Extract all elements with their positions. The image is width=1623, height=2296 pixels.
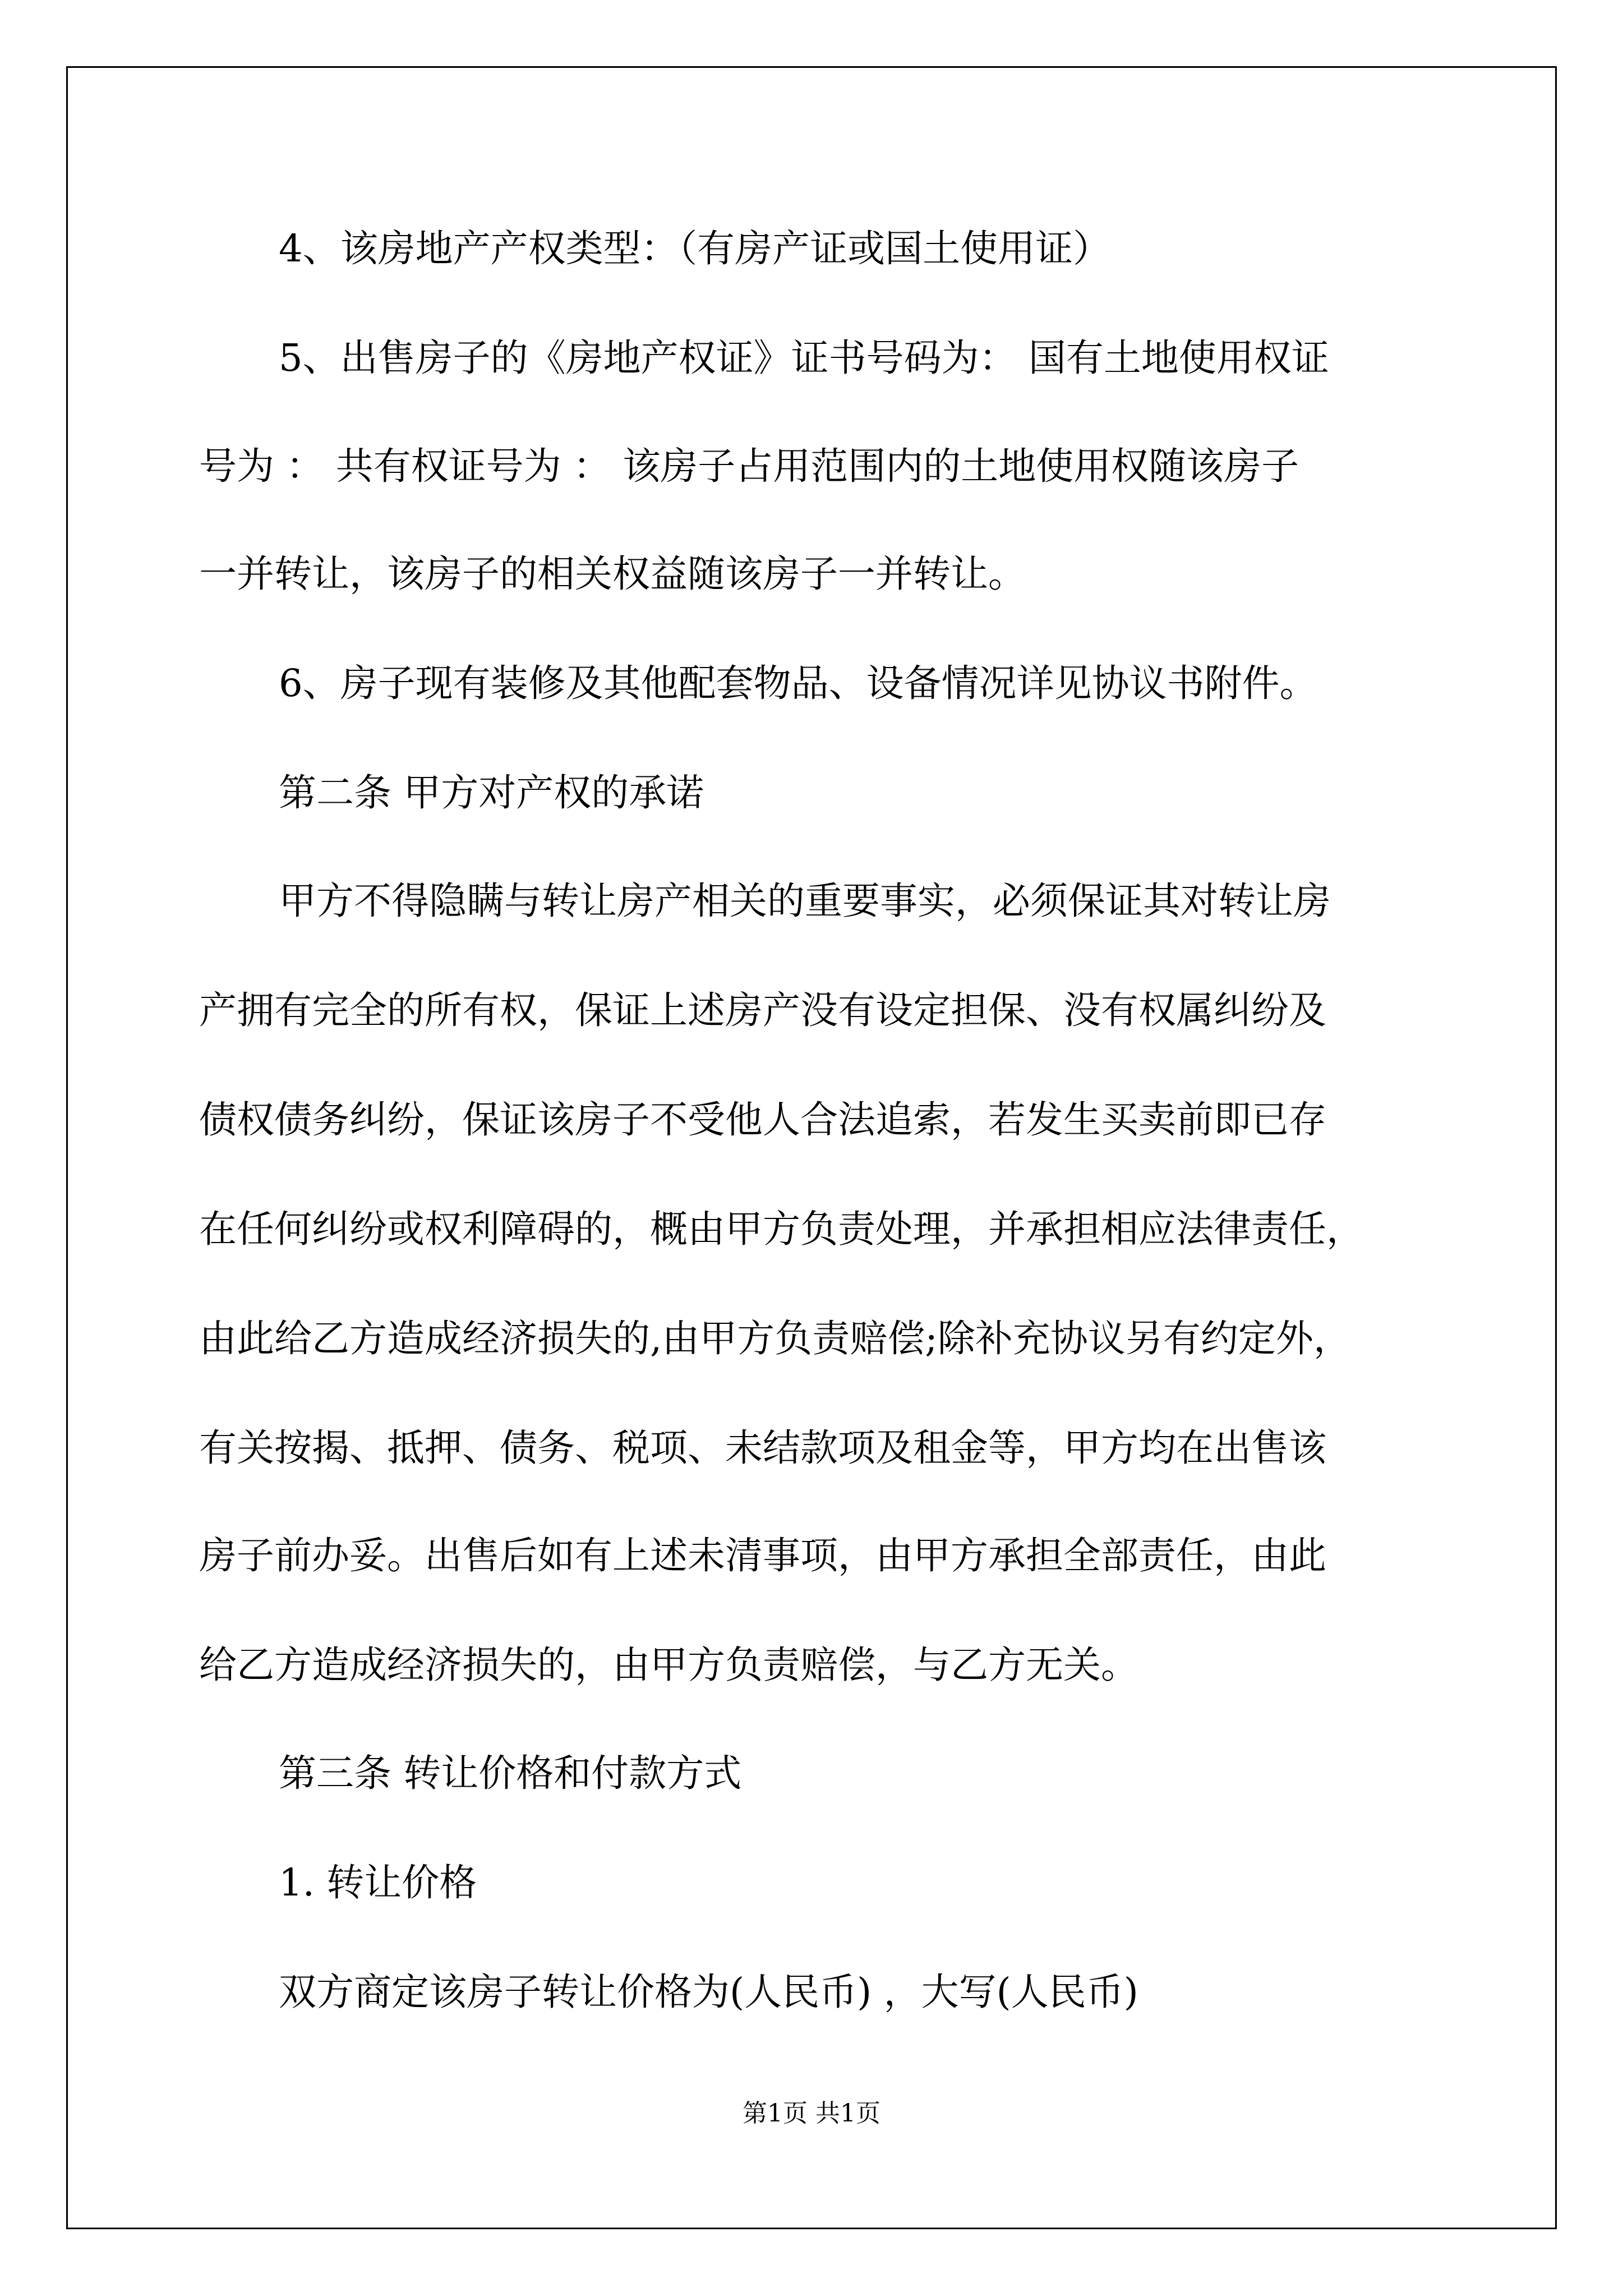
- paragraph-line: 双方商定该房子转让价格为(人民币) ，大写(人民币): [279, 1970, 1138, 2014]
- page-border: [66, 66, 1557, 2229]
- paragraph-line: 甲方不得隐瞒与转让房产相关的重要事实，必须保证其对转让房: [279, 879, 1331, 923]
- section-heading: 第二条 甲方对产权的承诺: [279, 771, 704, 815]
- paragraph-line: 给乙方造成经济损失的，由甲方负责赔偿，与乙方无关。: [199, 1643, 1138, 1687]
- paragraph-line: 产拥有完全的所有权，保证上述房产没有设定担保、没有权属纠纷及: [199, 988, 1326, 1032]
- paragraph-line: 由此给乙方造成经济损失的,由甲方负责赔偿;除补充协议另有约定外，: [199, 1317, 1351, 1360]
- paragraph-line: 房子前办妥。出售后如有上述未清事项，由甲方承担全部责任，由此: [199, 1534, 1326, 1577]
- page-footer: 第1页 共1页: [743, 2099, 880, 2128]
- paragraph-line: 在任何纠纷或权利障碍的，概由甲方负责处理，并承担相应法律责任，: [199, 1207, 1364, 1251]
- paragraph-line: 号为 ： 共有权证号为 ： 该房子占用范围内的土地使用权随该房子: [199, 444, 1299, 488]
- subsection-heading: 1. 转让价格: [279, 1861, 477, 1904]
- paragraph-line: 6、房子现有装修及其他配套物品、设备情况详见协议书附件。: [279, 661, 1317, 705]
- paragraph-line: 有关按揭、抵押、债务、税项、未结款项及租金等，甲方均在出售该: [199, 1426, 1326, 1470]
- paragraph-line: 5、出售房子的《房地产权证》证书号码为： 国有土地使用权证: [279, 336, 1329, 380]
- section-heading: 第三条 转让价格和付款方式: [279, 1751, 742, 1795]
- paragraph-line: 一并转让，该房子的相关权益随该房子一并转让。: [199, 552, 1026, 596]
- paragraph-line: 4、该房地产产权类型：（有房产证或国土使用证）: [279, 227, 1111, 270]
- paragraph-line: 债权债务纠纷，保证该房子不受他人合法追索，若发生买卖前即已存: [199, 1098, 1326, 1142]
